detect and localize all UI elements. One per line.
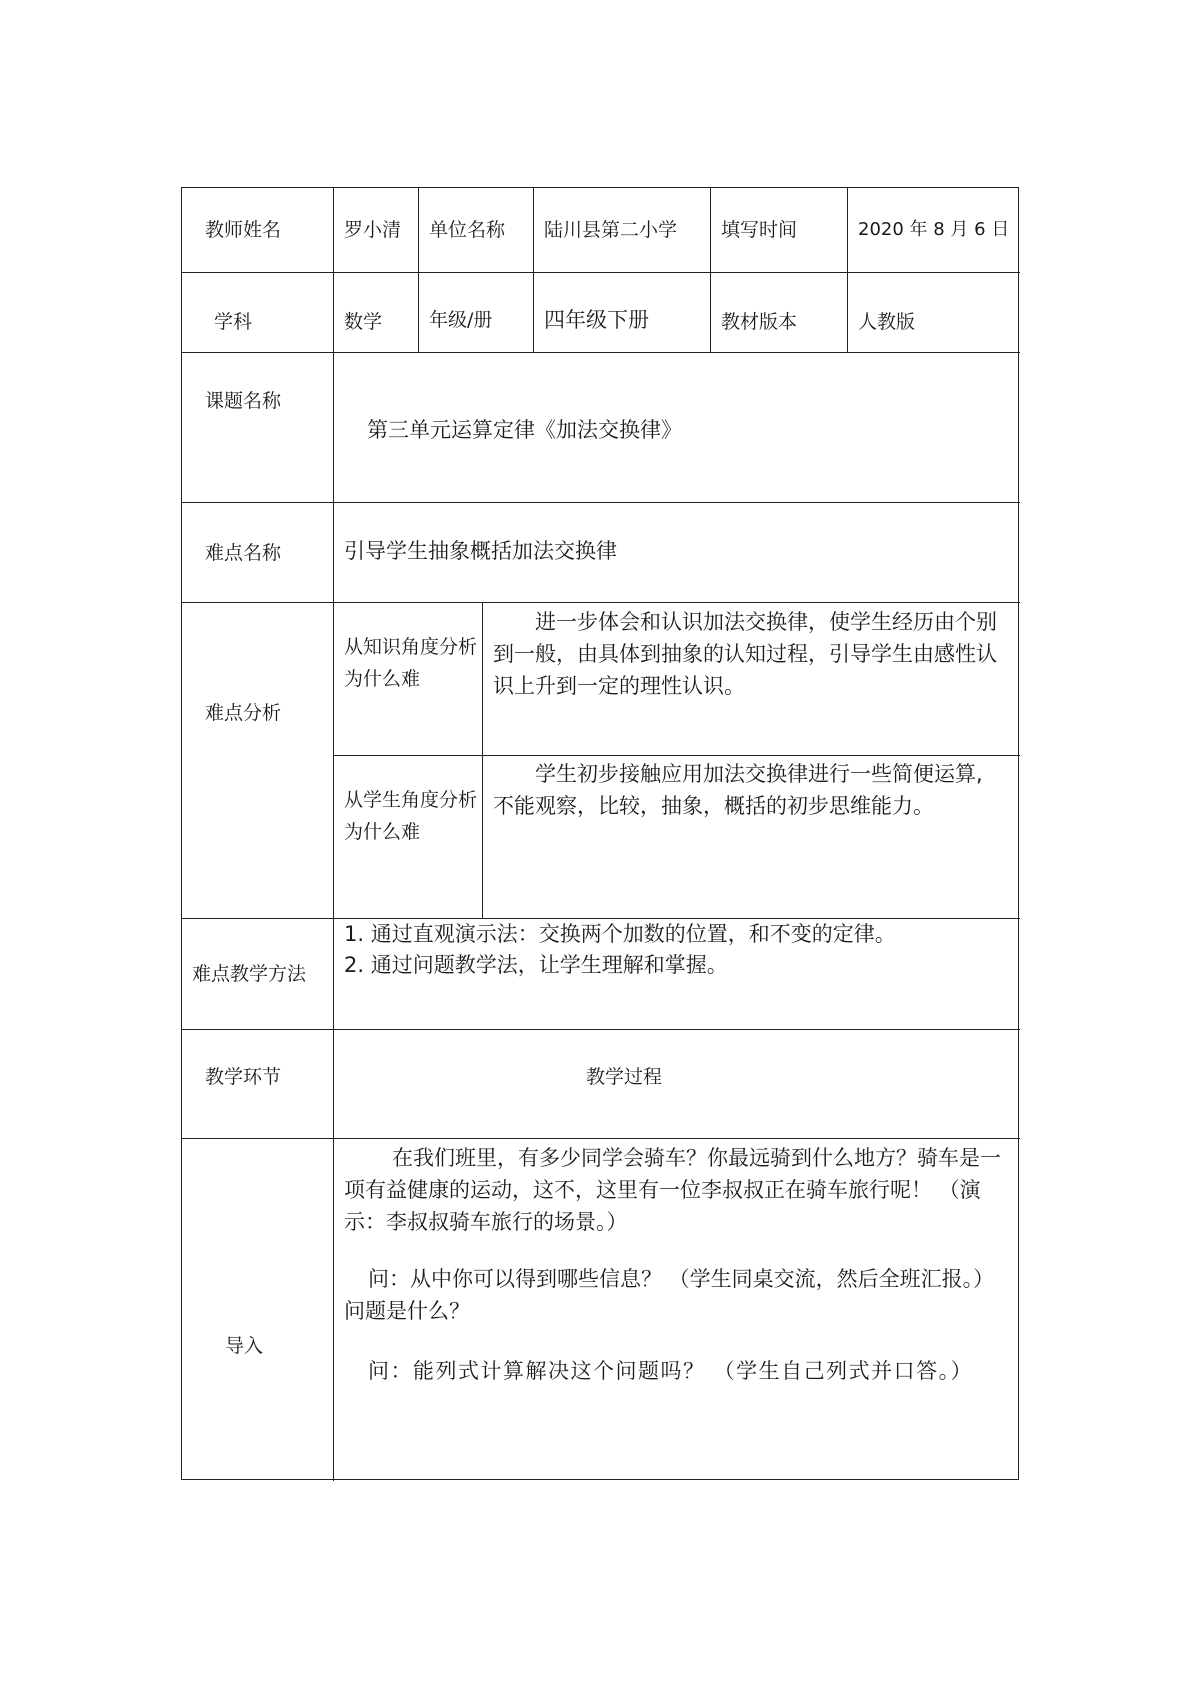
row-divider	[182, 502, 1020, 503]
intro-paragraph-3: 问：能列式计算解决这个问题吗？ （学生自己列式并口答。）	[368, 1359, 974, 1383]
difficulty-label: 难点名称	[205, 542, 282, 564]
unit-label: 单位名称	[429, 219, 506, 241]
teacher-value: 罗小清	[344, 219, 402, 241]
student-angle-text: 学生初步接触应用加法交换律进行一些简便运算,不能观察，比较，抽象，概括的初步思维能力。	[493, 762, 983, 818]
row-divider	[182, 918, 1020, 919]
col-divider	[710, 188, 711, 352]
row-divider	[182, 1138, 1020, 1139]
intro-paragraph-2: 问：从中你可以得到哪些信息？ （学生同桌交流，然后全班汇报。） 问题是什么？	[344, 1267, 995, 1323]
col-divider	[482, 602, 483, 918]
knowledge-angle-label: 从知识角度分析为什么难	[344, 636, 478, 690]
difficulty-value: 引导学生抽象概括加法交换律	[344, 539, 617, 563]
col-divider	[847, 188, 848, 352]
col-divider	[418, 188, 419, 352]
grade-label: 年级/册	[429, 309, 493, 331]
topic-value: 第三单元运算定律《加法交换律》	[367, 418, 682, 442]
grade-value: 四年级下册	[544, 308, 649, 332]
row-divider	[182, 352, 1020, 353]
intro-paragraph-1: 在我们班里，有多少同学会骑车？你最远骑到什么地方？骑车是一项有益健康的运动，这不，这里有一位李叔叔正在骑车旅行呢！ （演示：李叔叔骑车旅行的场景。）	[344, 1146, 1001, 1234]
col-divider	[333, 188, 334, 1481]
method-item-1: 1. 通过直观演示法：交换两个加数的位置，和不变的定律。	[344, 922, 896, 946]
topic-label: 课题名称	[205, 390, 282, 412]
row-divider	[333, 755, 1020, 756]
date-label: 填写时间	[721, 219, 798, 241]
row-divider	[182, 272, 1020, 273]
teacher-label: 教师姓名	[205, 219, 282, 241]
student-angle-label: 从学生角度分析为什么难	[344, 789, 478, 843]
method-item-2: 2. 通过问题教学法，让学生理解和掌握。	[344, 953, 728, 977]
date-value: 2020 年 8 月 6 日	[858, 219, 1010, 240]
edition-value: 人教版	[858, 311, 916, 333]
col-divider	[533, 188, 534, 352]
stage-header: 教学环节	[205, 1066, 282, 1088]
subject-label: 学科	[214, 311, 253, 333]
process-header: 教学过程	[586, 1066, 663, 1088]
unit-value: 陆川县第二小学	[544, 219, 678, 241]
lesson-plan-table	[181, 187, 1019, 1480]
intro-label: 导入	[225, 1335, 264, 1357]
row-divider	[182, 602, 1020, 603]
subject-value: 数学	[344, 311, 383, 333]
analysis-label: 难点分析	[205, 702, 282, 724]
edition-label: 教材版本	[721, 311, 798, 333]
knowledge-angle-text: 进一步体会和认识加法交换律，使学生经历由个别到一般，由具体到抽象的认知过程，引导学生由感性认识上升到一定的理性认识。	[493, 610, 997, 698]
row-divider	[182, 1029, 1020, 1030]
method-label: 难点教学方法	[192, 963, 307, 985]
